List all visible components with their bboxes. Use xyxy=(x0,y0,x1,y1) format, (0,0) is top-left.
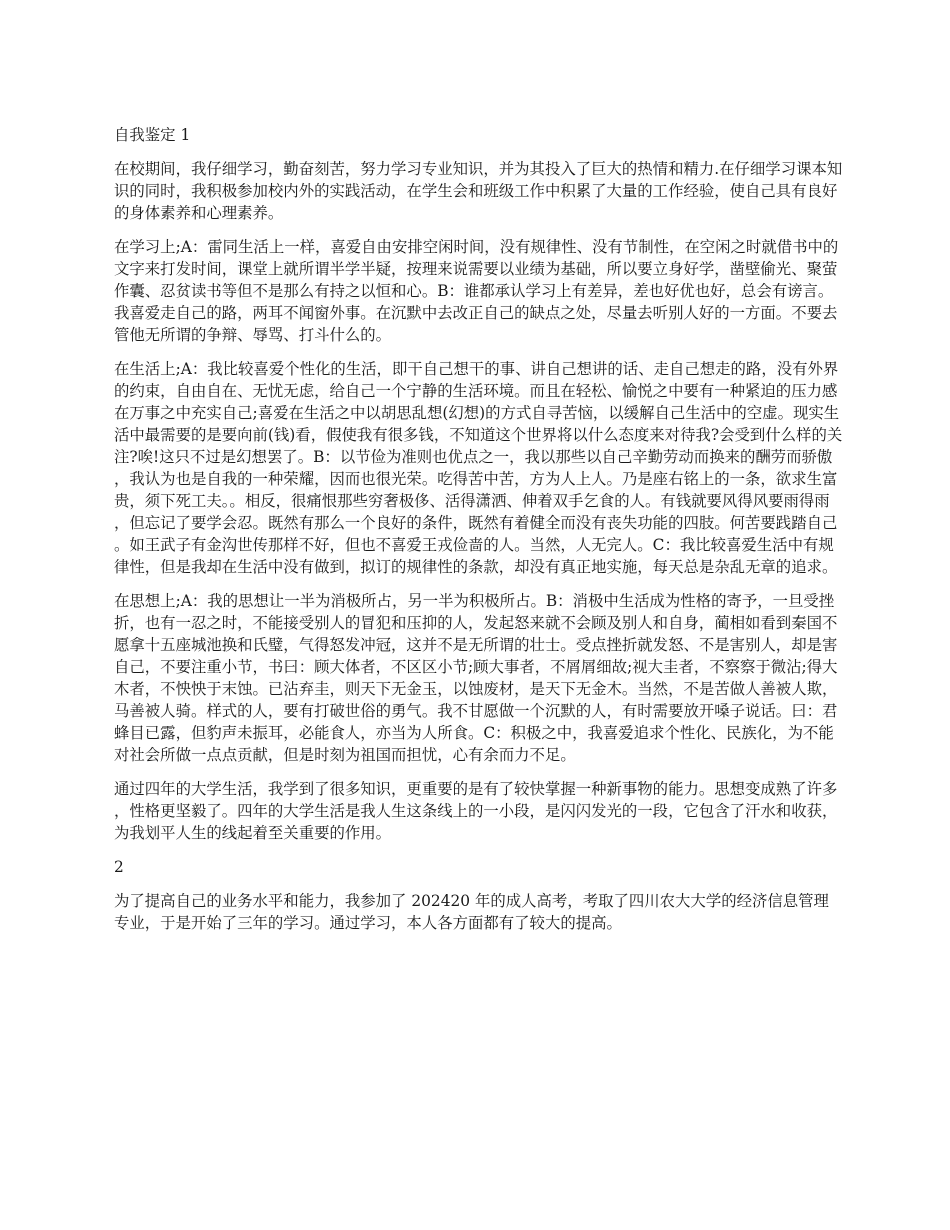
paragraph-study: 在学习上;A：雷同生活上一样，喜爱自由安排空闲时间，没有规律性、没有节制性，在空闲之时就借书中的文字来打发时间，课堂上就所谓半学半疑，按理来说需要以业绩为基础，所以要立身好学，凿壁偷光、聚萤作囊、忍贫读书等但不是那么有持之以恒和心。B：谁都承认学习上有差异，差也好优也好，总会有谤言。我喜爱走自己的路，两耳不闻窗外事。在沉默中去改正自己的缺点之处，尽量去听别人好的一方面。不要去管他无所谓的争辩、辱骂、打斗什么的。 xyxy=(114,238,839,344)
document-page xyxy=(114,124,844,946)
document-title: 自我鉴定 1 xyxy=(114,126,191,144)
section-number: 2 xyxy=(114,858,124,876)
paragraph-adult-exam: 为了提高自己的业务水平和能力，我参加了 202420 年的成人高考，考取了四川农大大学的经济信息管理专业，于是开始了三年的学习。通过学习，本人各方面都有了较大的提高。 xyxy=(114,892,829,932)
paragraph-thought: 在思想上;A：我的思想让一半为消极所占，另一半为积极所占。B：消极中生活成为性格的寄予，一旦受挫折，也有一忍之时，不能接受别人的冒犯和压抑的人，发起怒来就不会顾及别人和自身，蔺相如看到秦国不愿拿十五座城池换和氏璧，气得怒发冲冠，这并不是无所谓的壮士。受点挫折就发怒、不是害别人，却是害自己，不要注重小节，书曰：顾大体者，不区区小节;顾大事者，不屑屑细故;视大圭者，不察察于微沾;得大木者，不怏怏于末蚀。已沾弃圭，则天下无金玉，以蚀废材，是天下无金木。当然，不是苦做人善被人欺，马善被人骑。样式的人，要有打破世俗的勇气。我不甘愿做一个沉默的人，有时需要放开嗓子说话。曰：君蜂目已露，但豹声未振耳，必能食人，亦当为人所食。C：积极之中，我喜爱追求个性化、民族化，为不能对社会所做一点点贡献，但是时刻为祖国而担忧，心有余而力不足。 xyxy=(114,592,838,764)
paragraph-summary: 通过四年的大学生活，我学到了很多知识，更重要的是有了较快掌握一种新事物的能力。思想变成熟了许多，性格更坚毅了。四年的大学生活是我人生这条线上的一小段，是闪闪发光的一段，它包含了汗水和收获，为我划平人生的线起着至关重要的作用。 xyxy=(114,780,838,842)
paragraph-life: 在生活上;A：我比较喜爱个性化的生活，即干自己想干的事、讲自己想讲的话、走自己想走的路，没有外界的约束，自由自在、无忧无虑，给自己一个宁静的生活环境。而且在轻松、愉悦之中要有一种紧迫的压力感在万事之中充实自己;喜爱在生活之中以胡思乱想(幻想)的方式自寻苦恼，以缓解自己生活中的空虚。现实生活中最需要的是要向前(钱)看，假使我有很多钱，不知道这个世界将以什么态度来对待我?会受到什么样的关注?唉!这只不过是幻想罢了。B：以节俭为准则也优点之一，我以那些以自己辛勤劳动而换来的酬劳而骄傲，我认为也是自我的一种荣耀，因而也很光荣。吃得苦中苦，方为人上人。乃是座右铭上的一条，欲求生富贵，须下死工夫。。相反，很痛恨那些穷奢极侈、活得潇洒、伸着双手乞食的人。有钱就要风得风要雨得雨，但忘记了要学会忍。既然有那么一个良好的条件，既然有着健全而没有丧失功能的四肢。何苦要践踏自己。如王武子有金沟世传那样不好，但也不喜爱王戎俭啬的人。当然，人无完人。C：我比较喜爱生活中有规律性，但是我却在生活中没有做到，拟订的规律性的条款，却没有真正地实施，每天总是杂乱无章的追求。 xyxy=(114,360,843,576)
paragraph-intro: 在校期间，我仔细学习，勤奋刻苦，努力学习专业知识，并为其投入了巨大的热情和精力.在仔细学习课本知识的同时，我积极参加校内外的实践活动，在学生会和班级工作中积累了大量的工作经验，使自己具有良好的身体素养和心理素养。 xyxy=(114,160,843,222)
